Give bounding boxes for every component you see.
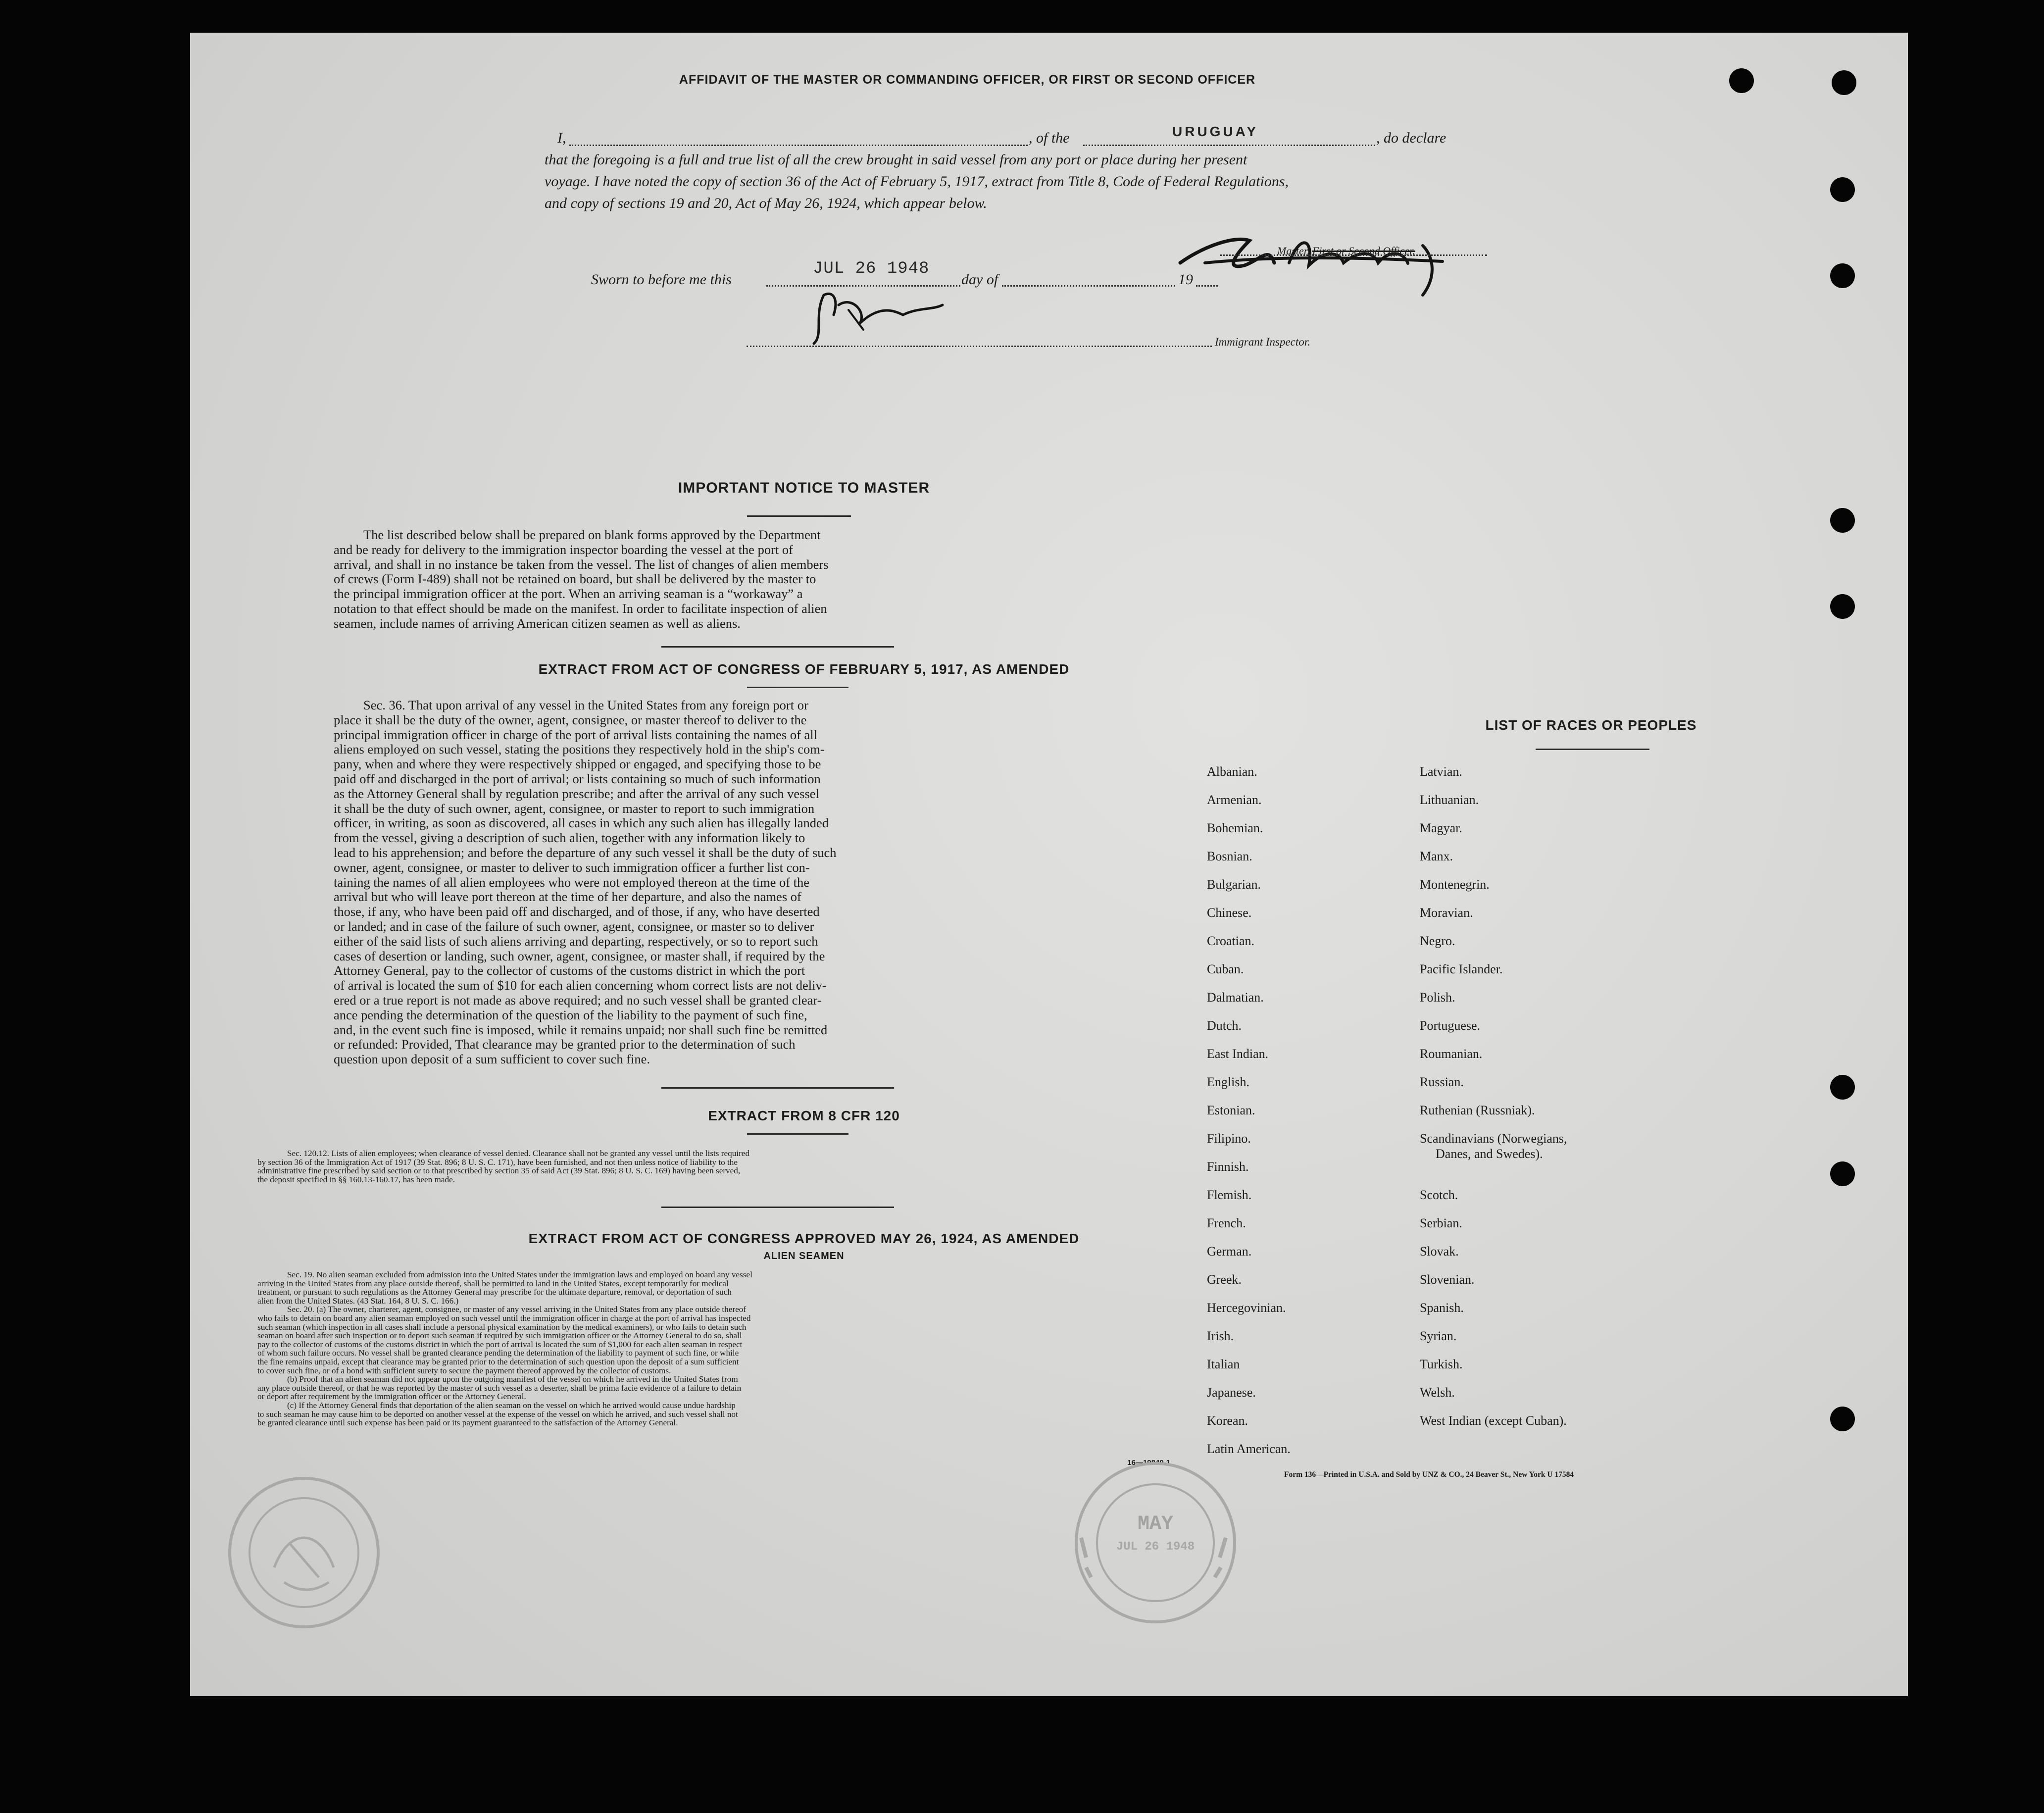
race-item: Moravian. xyxy=(1420,906,1473,920)
sworn-line xyxy=(591,259,1403,293)
day-of-label: day of xyxy=(961,271,998,288)
extract-1924-text: Sec. 19. No alien seaman excluded from admission into the United States under the immigration laws and employed on board any vessel arriving in the United States from any place outside thereof, shall be permitted to land in the United States, except temporarily for medical treatment, or pursuant to such regulations as the Attorney General may prescribe for the ultimate departure, removal, or deportation of such alien from the United States. (43 Stat. 164, 8 U. S. C. 166.) Sec. 20. (a) The owner, charterer, agent, consignee, or master of any vessel arriving in the United States from any place outside thereof who fails to detain on board any alien seaman employed on such vessel until the immigration officer in charge at the port of arrival has inspected such seaman (which inspection in all cases shall include a personal physical examination by the medical examiners), or who fails to detain such seaman on board after such inspection or to deport such seaman if required by such immigration officer or the Attorney General to do so, shall pay to the collector of customs of the customs district in which the port of arrival is located the sum of $1,000 for each alien seaman in respect of whom such failure occurs. No vessel shall be granted clearance pending the determination of the liability to payment of such fine, or while the fine remains unpaid, except that clearance may be granted prior to the determination of such question upon the deposit of a sum sufficient to cover such fine, or of a bond with sufficient surety to secure the payment thereof approved by the collector of customs. (b) Proof that an alien seaman did not appear upon the outgoing manifest of the vessel on which he arrived in the United States from any place outside thereof, or that he was reported by the master of such vessel as a deserter, shall be prima facie evidence of a failure to detain or deport after requirement by the immigration officer or the Attorney General. (c) If the Attorney General finds that deportation of the alien seaman on the vessel on which he arrived would cause undue hardship to such seaman he may cause him to be deported on another vessel at the expense of the vessel on which he arrived, and such vessel shall not be granted clearance until such expense has been paid or its payment guaranteed to the satisfaction of the Attorney General. xyxy=(257,1270,752,1428)
race-item: Italian xyxy=(1207,1357,1240,1371)
label-of-the: , of the xyxy=(1029,130,1070,146)
race-item: Slovenian. xyxy=(1420,1272,1475,1287)
race-item: Syrian. xyxy=(1420,1329,1457,1343)
race-item: Japanese. xyxy=(1207,1385,1256,1400)
stamped-date: JUL 26 1948 xyxy=(813,259,930,278)
stamp-text-1: MAY xyxy=(1137,1513,1173,1535)
race-item: French. xyxy=(1207,1216,1246,1230)
form-code: 16—19849-1 xyxy=(1127,1459,1170,1467)
inspector-signature-line[interactable] xyxy=(747,342,1212,347)
race-item: Portuguese. xyxy=(1420,1018,1481,1033)
race-item: Latin American. xyxy=(1207,1442,1291,1456)
punch-hole xyxy=(1830,1161,1855,1186)
punch-hole xyxy=(1832,70,1856,95)
affidavit-para-line-3: voyage. I have noted the copy of section 36 of the Act of February 5, 1917, extract from Title 8, Code of Federal Regulations, xyxy=(545,173,1289,190)
notice-bottom-rule xyxy=(661,646,894,648)
race-item: Bohemian. xyxy=(1207,821,1263,835)
document-sheet xyxy=(190,33,1908,1696)
notice-title: IMPORTANT NOTICE TO MASTER xyxy=(678,480,930,496)
extract-1924-title: EXTRACT FROM ACT OF CONGRESS APPROVED MAY 26, 1924, AS AMENDED xyxy=(528,1231,1080,1246)
race-item: Irish. xyxy=(1207,1329,1234,1343)
race-item: Pacific Islander. xyxy=(1420,962,1503,976)
race-item-continued: Danes, and Swedes). xyxy=(1436,1147,1543,1161)
inspection-stamp xyxy=(1071,1459,1240,1627)
race-item: Spanish. xyxy=(1420,1301,1464,1315)
punch-hole xyxy=(1729,68,1754,93)
race-item: Cuban. xyxy=(1207,962,1244,976)
race-item: Bosnian. xyxy=(1207,849,1252,863)
affidavit-title: AFFIDAVIT OF THE MASTER OR COMMANDING OFFICER, OR FIRST OR SECOND OFFICER xyxy=(679,73,1256,87)
year-prefix: 19 xyxy=(1178,271,1193,288)
race-item: Ruthenian (Russniak). xyxy=(1420,1103,1535,1117)
notice-text: The list described below shall be prepared on blank forms approved by the Department and be ready for delivery to the immigration inspector boarding the vessel at the port of arrival, and shall in no instance be taken from the vessel. The list of changes of alien members of crews (Form I-489) shall not be retained on board, but shall be delivered by the master to the principal immigration officer at the port. When an arriving seaman is a “workaway” a notation to that effect should be made on the manifest. In order to facilitate inspection of alien seamen, include names of arriving American citizen seamen as well as aliens. xyxy=(334,527,829,631)
race-item: German. xyxy=(1207,1244,1252,1259)
race-item: Montenegrin. xyxy=(1420,877,1490,892)
race-item: Turkish. xyxy=(1420,1357,1463,1371)
race-item: Negro. xyxy=(1420,934,1455,948)
extract-8cfr-title: EXTRACT FROM 8 CFR 120 xyxy=(708,1108,900,1123)
stamp-text-2: JUL 26 1948 xyxy=(1116,1540,1195,1554)
race-item: Croatian. xyxy=(1207,934,1255,948)
extract-1917-text: Sec. 36. That upon arrival of any vessel in the United States from any foreign port or place it shall be the duty of the owner, agent, consignee, or master thereof to deliver to the principal immigration officer in charge of the port of arrival lists containing the names of all aliens employed on such vessel, stating the positions they respectively hold in the ship's com- pany, when and where they were respectively shipped or engaged, and specifying those to be paid off and discharged in the port of arrival; or lists containing so much of such information as the Attorney General shall by regulation prescribe; and after the arrival of any such vessel it shall be the duty of such owner, agent, consignee, or master to report to such immigration officer, in writing, as soon as discovered, all cases in which any such alien has illegally landed from the vessel, giving a description of such alien, together with any information likely to lead to his apprehension; and before the departure of any such vessel it shall be the duty of such owner, agent, consignee, or master to deliver to such immigration officer a further list con- taining the names of all alien employees who were not employed thereon at the time of the arrival but who will leave port thereon at the time of her departure, and also the names of those, if any, who have been paid off and discharged, and of those, if any, who have deserted or landed; and in case of the failure of such owner, agent, consignee, or master so to deliver either of the said lists of such aliens arriving and departing, respectively, or so to report such cases of desertion or landing, such owner, agent, consignee, or master shall, if required by the Attorney General, pay to the collector of customs of the customs district in which the port of arrival is located the sum of $10 for each alien concerning whom correct lists are not deliv- ered or a true report is not made as above required; and no such vessel shall be granted clear- ance pending the determination of the question of the liability to the payment of such fine, and, in the event such fine is imposed, while it remains unpaid; nor shall such fine be remitted or refunded: Provided, That clearance may be granted prior to the determination of such question upon deposit of a sum sufficient to cover such fine. xyxy=(334,698,837,1067)
race-item: Welsh. xyxy=(1420,1385,1455,1400)
extract-1917-title: EXTRACT FROM ACT OF CONGRESS OF FEBRUARY 5, 1917, AS AMENDED xyxy=(538,661,1070,677)
race-item: Finnish. xyxy=(1207,1159,1249,1174)
extract-1924-subtitle: ALIEN SEAMEN xyxy=(763,1251,845,1261)
race-item: Manx. xyxy=(1420,849,1453,863)
extract-8cfr-text: Sec. 120.12. Lists of alien employees; when clearance of vessel denied. Clearance shall not be granted any vessel until the lists required by section 36 of the Immigration Act of 1917 (39 Stat. 896; 8 U. S. C. 171), have been furnished, and not then unless notice of liability to the administrative fine prescribed by said section or to that prescribed by section 35 of said Act (39 Stat. 896; 8 U. S. C. 169) having been served, the deposit specified in §§ 160.13-160.17, has been made. xyxy=(257,1149,750,1184)
sworn-month-field[interactable] xyxy=(1002,273,1175,287)
race-item: Latvian. xyxy=(1420,764,1462,779)
affidavit-para-line-2: that the foregoing is a full and true list of all the crew brought in said vessel from any port or place during her present xyxy=(545,151,1247,168)
race-item: West Indian (except Cuban). xyxy=(1420,1413,1567,1428)
master-label: Master, xyxy=(1277,245,1310,257)
inspector-label: Immigrant Inspector. xyxy=(1215,336,1310,348)
race-item: Hercegovinian. xyxy=(1207,1301,1286,1315)
sworn-label: Sworn to before me this xyxy=(591,271,732,288)
race-item: Scotch. xyxy=(1420,1188,1458,1202)
race-item: Magyar. xyxy=(1420,821,1462,835)
notice-title-rule xyxy=(747,515,851,517)
race-item: Greek. xyxy=(1207,1272,1242,1287)
embossed-seal xyxy=(215,1468,393,1637)
extract-8cfr-bottom-rule xyxy=(661,1207,894,1208)
label-do-declare: , do declare xyxy=(1376,130,1446,146)
extract-1917-bottom-rule xyxy=(661,1087,894,1089)
race-item: Filipino. xyxy=(1207,1131,1251,1146)
races-title-rule xyxy=(1536,749,1649,750)
race-item: Roumanian. xyxy=(1420,1047,1483,1061)
race-item: Bulgarian. xyxy=(1207,877,1261,892)
race-item: East Indian. xyxy=(1207,1047,1269,1061)
race-item: Serbian. xyxy=(1420,1216,1462,1230)
race-item: Scandinavians (Norwegians, xyxy=(1420,1131,1567,1146)
race-item: Korean. xyxy=(1207,1413,1248,1428)
declarant-name-field[interactable] xyxy=(569,132,1028,146)
punch-hole xyxy=(1830,508,1855,533)
race-item: Albanian. xyxy=(1207,764,1257,779)
label-i: I, xyxy=(557,130,566,146)
inspector-signature xyxy=(804,285,952,350)
race-item: Slovak. xyxy=(1420,1244,1459,1259)
extract-1917-title-rule xyxy=(747,687,848,688)
punch-hole xyxy=(1830,1407,1855,1431)
races-title: LIST OF RACES OR PEOPLES xyxy=(1485,717,1697,733)
race-item: Dalmatian. xyxy=(1207,990,1264,1005)
punch-hole xyxy=(1830,263,1855,288)
vessel-name: URUGUAY xyxy=(1172,124,1258,139)
race-item: Estonian. xyxy=(1207,1103,1255,1117)
race-item: Dutch. xyxy=(1207,1018,1242,1033)
affidavit-para-line-4: and copy of sections 19 and 20, Act of May 26, 1924, which appear below. xyxy=(545,195,987,211)
form-printer-note: Form 136—Printed in U.S.A. and Sold by UNZ & CO., 24 Beaver St., New York U 17584 xyxy=(1284,1470,1574,1479)
race-item: Russian. xyxy=(1420,1075,1464,1089)
sworn-year-field[interactable] xyxy=(1196,273,1218,287)
race-item: Polish. xyxy=(1420,990,1455,1005)
race-item: Chinese. xyxy=(1207,906,1252,920)
struck-officer-label: First or Second Officer. xyxy=(1312,245,1415,257)
race-item: English. xyxy=(1207,1075,1249,1089)
affidavit-line-1 xyxy=(557,124,1681,150)
punch-hole xyxy=(1830,594,1855,619)
extract-8cfr-title-rule xyxy=(747,1133,848,1135)
race-item: Lithuanian. xyxy=(1420,793,1479,807)
punch-hole xyxy=(1830,177,1855,202)
master-title-line xyxy=(1277,245,1415,257)
race-item: Armenian. xyxy=(1207,793,1262,807)
race-item: Flemish. xyxy=(1207,1188,1252,1202)
punch-hole xyxy=(1830,1075,1855,1100)
